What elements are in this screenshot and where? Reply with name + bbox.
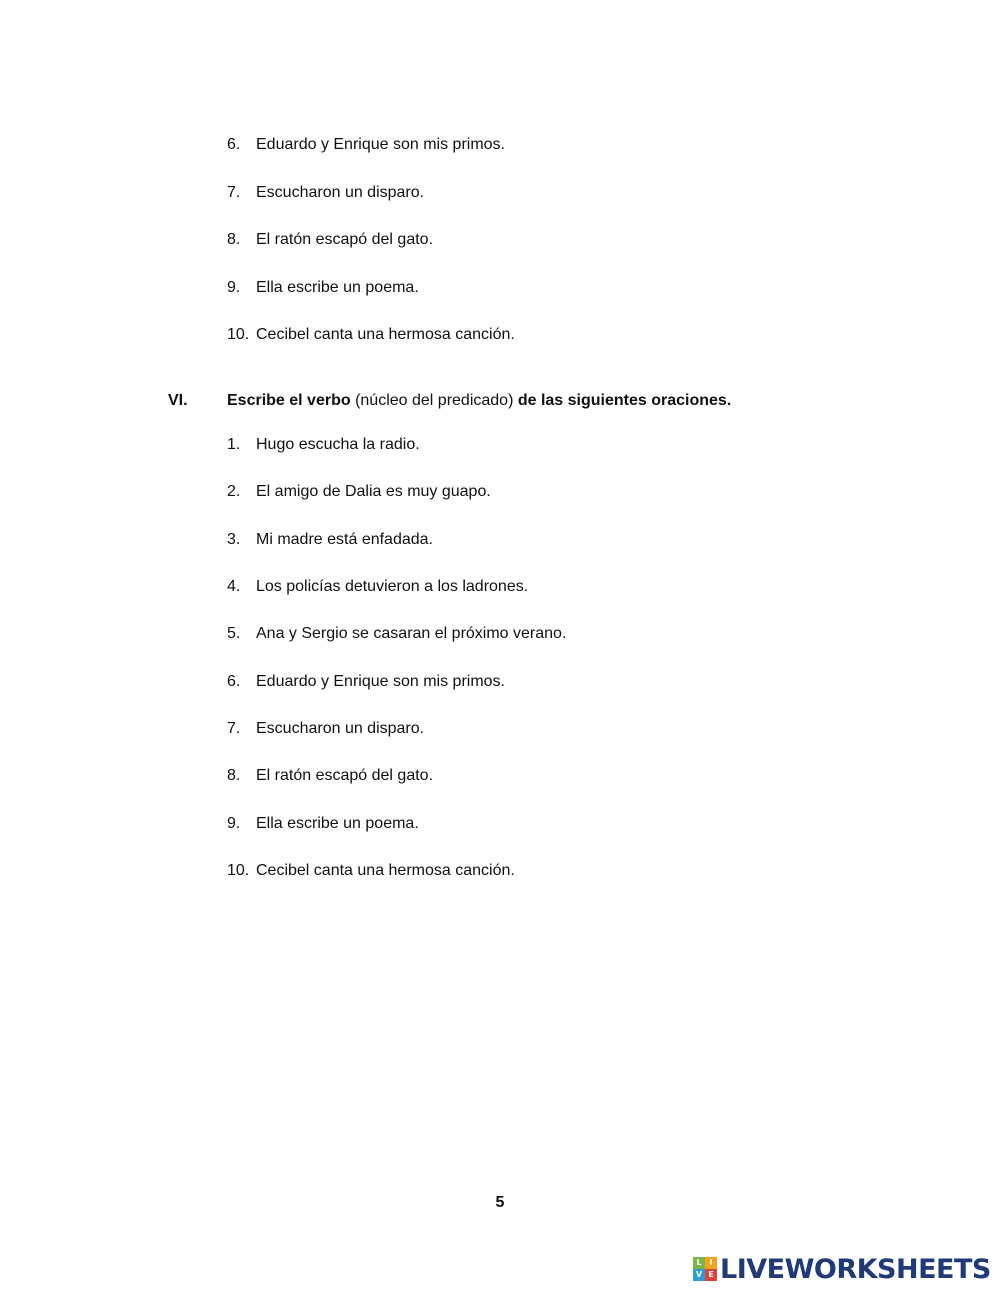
list-item xyxy=(227,325,515,345)
section-title-middle: (núcleo del predicado) xyxy=(350,392,518,409)
brand-icon-tile: I xyxy=(705,1257,717,1269)
item-number: 8. xyxy=(227,231,241,248)
list-item xyxy=(227,861,515,881)
list-item xyxy=(227,577,528,597)
item-text: Eduardo y Enrique son mis primos. xyxy=(256,673,505,690)
item-text: Cecibel canta una hermosa canción. xyxy=(256,862,515,879)
item-text: Eduardo y Enrique son mis primos. xyxy=(256,136,505,153)
list-item xyxy=(227,814,419,834)
brand-logo xyxy=(693,1254,991,1284)
item-text: Cecibel canta una hermosa canción. xyxy=(256,326,515,343)
item-text: Los policías detuvieron a los ladrones. xyxy=(256,578,529,595)
brand-icon-tile: E xyxy=(705,1269,717,1281)
section-title xyxy=(227,391,731,411)
brand-icon-tile: L xyxy=(693,1257,705,1269)
list-item xyxy=(227,230,433,250)
brand-name: LIVEWORKSHEETS xyxy=(720,1253,991,1285)
item-number: 5. xyxy=(227,625,241,642)
list-item xyxy=(227,530,433,550)
item-number: 8. xyxy=(227,767,241,784)
list-item xyxy=(227,183,424,203)
item-text: Ella escribe un poema. xyxy=(256,815,419,832)
item-number: 7. xyxy=(227,184,241,201)
item-text: Escucharon un disparo. xyxy=(256,720,425,737)
item-number: 6. xyxy=(227,673,241,690)
list-item xyxy=(227,435,420,455)
section-title-bold-end: de las siguientes oraciones. xyxy=(517,392,732,409)
list-item xyxy=(227,672,505,692)
list-item xyxy=(227,482,491,502)
list-item xyxy=(227,135,505,155)
item-number: 10. xyxy=(227,326,250,343)
list-item xyxy=(227,766,433,786)
list-item xyxy=(227,278,419,298)
item-number: 3. xyxy=(227,531,241,548)
section-title-bold-start: Escribe el verbo xyxy=(227,392,351,409)
list-item xyxy=(227,624,566,644)
item-text: Ana y Sergio se casaran el próximo verano. xyxy=(256,625,567,642)
brand-icon-tile: V xyxy=(693,1269,705,1281)
item-text: El amigo de Dalia es muy guapo. xyxy=(256,483,491,500)
item-number: 9. xyxy=(227,815,241,832)
section-number: VI. xyxy=(168,392,188,409)
item-text: Escucharon un disparo. xyxy=(256,184,425,201)
item-text: El ratón escapó del gato. xyxy=(256,767,434,784)
page-number: 5 xyxy=(495,1194,505,1211)
item-number: 9. xyxy=(227,279,241,296)
item-number: 10. xyxy=(227,862,250,879)
item-text: Hugo escucha la radio. xyxy=(256,436,420,453)
item-text: El ratón escapó del gato. xyxy=(256,231,434,248)
item-number: 4. xyxy=(227,578,241,595)
item-number: 6. xyxy=(227,136,241,153)
list-item xyxy=(227,719,424,739)
item-number: 1. xyxy=(227,436,241,453)
item-text: Mi madre está enfadada. xyxy=(256,531,433,548)
brand-icon xyxy=(693,1257,717,1281)
item-number: 2. xyxy=(227,483,241,500)
item-text: Ella escribe un poema. xyxy=(256,279,419,296)
item-number: 7. xyxy=(227,720,241,737)
